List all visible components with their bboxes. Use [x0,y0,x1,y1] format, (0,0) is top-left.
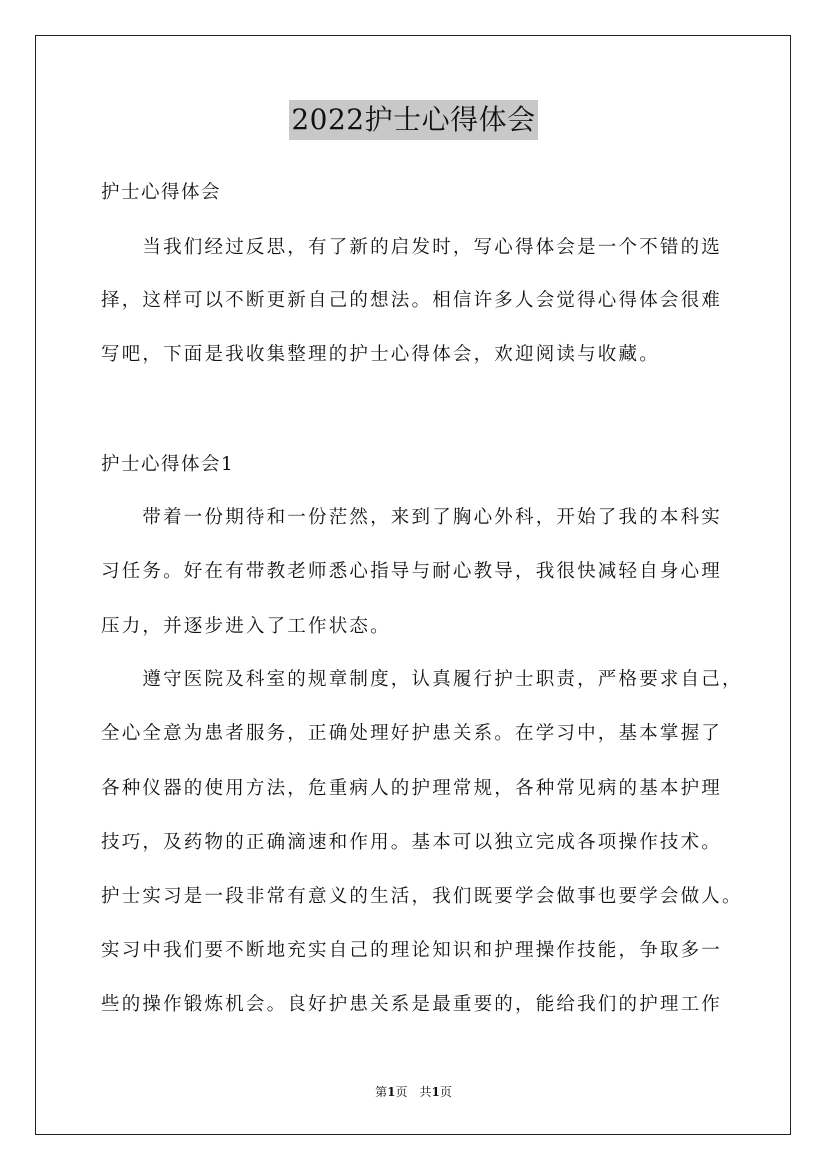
body-line-6: 各种仪器的使用方法，危重病人的护理常规，各种常见病的基本护理 [101,778,723,799]
page-mid: 页 共 [395,1085,432,1099]
body-line-9: 实习中我们要不断地充实自己的理论知识和护理操作技能，争取多一 [101,940,723,961]
intro-heading: 护士心得体会 [101,182,222,203]
body-line-7: 技巧，及药物的正确滴速和作用。基本可以独立完成各项操作技术。 [101,832,723,853]
body-line-10: 些的操作锻炼机会。良好护患关系是最重要的，能给我们的护理工作 [101,994,723,1015]
body-line-1: 带着一份期待和一份茫然，来到了胸心外科，开始了我的本科实 [101,507,723,528]
page-prefix: 第 [375,1085,388,1099]
intro-line-1: 当我们经过反思，有了新的启发时，写心得体会是一个不错的选 [101,237,723,258]
body-line-5: 全心全意为患者服务，正确处理好护患关系。在学习中，基本掌握了 [101,723,723,744]
document-title: 2022护士心得体会 [289,100,537,140]
section-heading: 护士心得体会1 [101,454,235,475]
page-number-footer [0,1084,827,1100]
intro-line-3: 写吧，下面是我收集整理的护士心得体会，欢迎阅读与收藏。 [101,344,660,365]
body-line-2: 习任务。好在有带教老师悉心指导与耐心教导，我很快减轻自身心理 [101,561,723,582]
title-container [0,100,827,140]
body-line-3: 压力，并逐步进入了工作状态。 [101,616,391,637]
page-suffix: 页 [439,1085,452,1099]
body-line-4: 遵守医院及科室的规章制度，认真履行护士职责，严格要求自己， [101,669,743,690]
body-line-8: 护士实习是一段非常有意义的生活，我们既要学会做事也要学会做人。 [101,886,743,907]
intro-line-2: 择，这样可以不断更新自己的想法。相信许多人会觉得心得体会很难 [101,290,723,311]
page-total: 1 [431,1085,440,1099]
page-current: 1 [387,1085,396,1099]
